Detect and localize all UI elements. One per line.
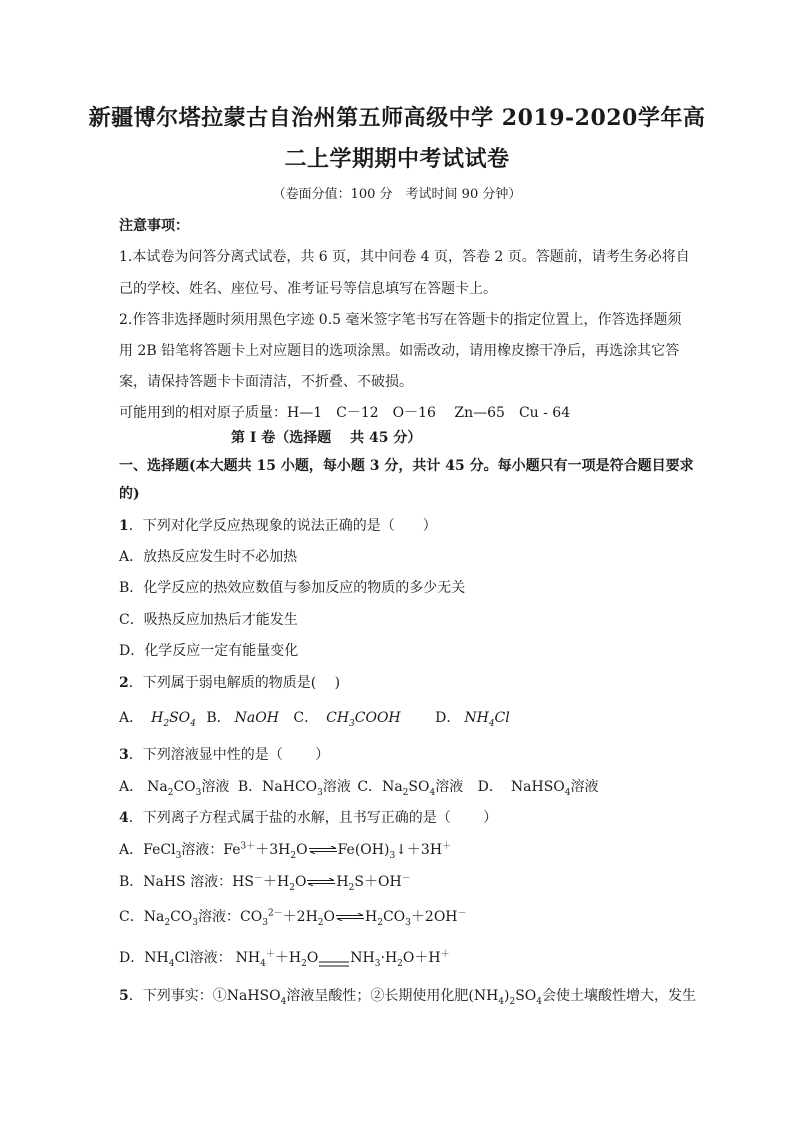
ionic-equation-b-products: $H_2S+OH^-$ <box>336 873 411 893</box>
ionic-equation-c-products: $H_2CO_3+2OH^-$ <box>365 908 467 928</box>
question-text: ．下列离子方程式属于盐的水解，且书写正确的是（ ） <box>128 810 498 826</box>
question-1-option-c: C．吸热反应加热后才能发生 <box>119 612 298 628</box>
notice-item2-line2: 用 2B 铅笔将答题卡上对应题目的选项涂黑。如需改动，请用橡皮擦干净后，再选涂其它答 <box>119 343 680 359</box>
question-4-option-b <box>119 872 411 892</box>
section-instruction-line2: 的) <box>119 486 140 502</box>
question-number: 1 <box>119 518 129 534</box>
solution-label: 溶液： <box>198 909 240 925</box>
formula-nh4cl: $NH_4Cl$ <box>144 950 190 969</box>
notice-item2-line3: 案，请保持答题卡卡面清洁，不折叠、不破损。 <box>119 374 413 390</box>
solution-label: 溶液 <box>570 779 599 795</box>
question-4-stem <box>119 808 497 828</box>
formula-nahco3: NaHCO$_3$ <box>262 779 323 798</box>
option-label: B． <box>206 710 231 726</box>
ionic-equation-d-products: $NH_3\cdot H_2O+H^+$ <box>350 949 450 969</box>
formula-naoh: NaOH <box>234 710 279 726</box>
option-label: C． <box>119 909 144 925</box>
question-text: ．下列属于弱电解质的物质是( ) <box>128 675 341 691</box>
question-4-option-d <box>119 948 450 968</box>
question-1-option-b: B．化学反应的热效应数值与参加反应的物质的多少无关 <box>119 580 466 596</box>
exam-title-line1: 新疆博尔塔拉蒙古自治州第五师高级中学 2019-2020学年高 <box>88 105 706 131</box>
ionic-equation-a-products: $Fe(OH)_3↓+3H^+$ <box>337 841 452 861</box>
formula-nahs: NaHS 溶液： <box>143 874 233 890</box>
formula-nahso4: NaHSO$_4$ <box>510 779 571 798</box>
option-label: B． <box>119 874 144 890</box>
formula-ch3cooh: $CH_3COOH$ <box>326 710 401 729</box>
ionic-equation-a: $Fe^{3+}+3H_2O$ <box>223 841 308 861</box>
solution-label: 溶液： <box>189 950 232 966</box>
exam-meta: （卷面分值：100 分 考试时间 90 分钟） <box>272 187 522 202</box>
ionic-equation-d: $NH_4^++H_2O$ <box>235 949 319 969</box>
question-1-stem <box>119 516 437 536</box>
option-label: C． <box>293 710 319 726</box>
notice-item1-line2: 己的学校、姓名、座位号、准考证号等信息填写在答题卡上。 <box>119 281 497 297</box>
option-label: B． <box>237 779 263 795</box>
formula-h2so4: $H_2SO_4$ <box>151 710 196 729</box>
question-number: 4 <box>119 810 129 826</box>
question-2-stem <box>119 673 340 693</box>
reversible-arrow-icon <box>336 913 364 921</box>
solution-label: 溶液： <box>181 842 224 858</box>
notice-item1-line1: 1.本试卷为问答分离式试卷，共 6 页，其中问卷 4 页，答卷 2 页。答题前，请考生务必将自 <box>119 249 690 265</box>
formula-na2co3: $Na_2CO_3$ <box>143 909 198 928</box>
question-5-stem: 5．下列事实：①NaHSO$_4$溶液呈酸性；②长期使用化肥$(NH_4)_2SO_4$会使土壤酸性增大，发生 <box>119 988 697 1007</box>
option-label: A． <box>119 842 144 858</box>
question-2-options <box>119 708 510 728</box>
question-number: 3 <box>119 747 129 763</box>
question-1-option-a: A．放热反应发生时不必加热 <box>119 549 298 565</box>
question-number: 5 <box>119 988 129 1004</box>
reversible-arrow-icon <box>309 846 337 854</box>
notice-heading: 注意事项： <box>119 218 189 234</box>
section-title: 第 I 卷（选择题 共 45 分） <box>231 430 422 446</box>
solution-label: 溶液 <box>435 779 464 795</box>
ionic-equation-b: $HS^-+H_2O$ <box>232 873 307 893</box>
notice-item2-line1: 2.作答非选择题时须用黑色字迹 0.5 毫米签字笔书写在答题卡的指定位置上，作答选择题须 <box>119 312 682 328</box>
exam-title-line2: 二上学期期中考试试卷 <box>284 146 510 172</box>
solution-label: 溶液 <box>201 779 230 795</box>
formula-na2so4: $Na_2SO_4$ <box>382 779 436 798</box>
equals-sign-icon <box>319 954 349 962</box>
question-text: ．下列溶液显中性的是（ ） <box>128 747 330 763</box>
question-text: ．下列对化学反应热现象的说法正确的是（ ） <box>128 518 437 534</box>
ionic-equation-c: $CO_3^{2-}+2H_2O$ <box>240 908 336 928</box>
atomic-masses: 可能用到的相对原子质量：H—1 C－12 O－16 Zn—65 Cu - 64 <box>119 405 571 421</box>
option-label: D． <box>435 710 461 726</box>
question-3-options <box>119 777 599 797</box>
formula-na2co3: $Na_2CO_3$ <box>147 779 202 798</box>
option-label: A． <box>119 710 144 726</box>
section-instruction-line1: 一、选择题(本大题共 15 小题，每小题 3 分，共计 45 分。每小题只有一项是符合题目要求 <box>119 458 694 474</box>
option-label: C． <box>357 779 383 795</box>
formula-nh4cl: $NH_4Cl$ <box>464 710 510 729</box>
option-label: A． <box>119 779 144 795</box>
reversible-arrow-icon <box>307 878 335 886</box>
question-1-option-d: D．化学反应一定有能量变化 <box>119 643 299 659</box>
option-label: D． <box>119 950 145 966</box>
question-number: 2 <box>119 675 129 691</box>
question-3-stem <box>119 745 329 765</box>
formula-fecl3: FeCl$_3$ <box>143 842 182 861</box>
option-label: D． <box>477 779 503 795</box>
solution-label: 溶液 <box>322 779 351 795</box>
question-4-option-c <box>119 907 467 927</box>
question-4-option-a <box>119 840 451 860</box>
